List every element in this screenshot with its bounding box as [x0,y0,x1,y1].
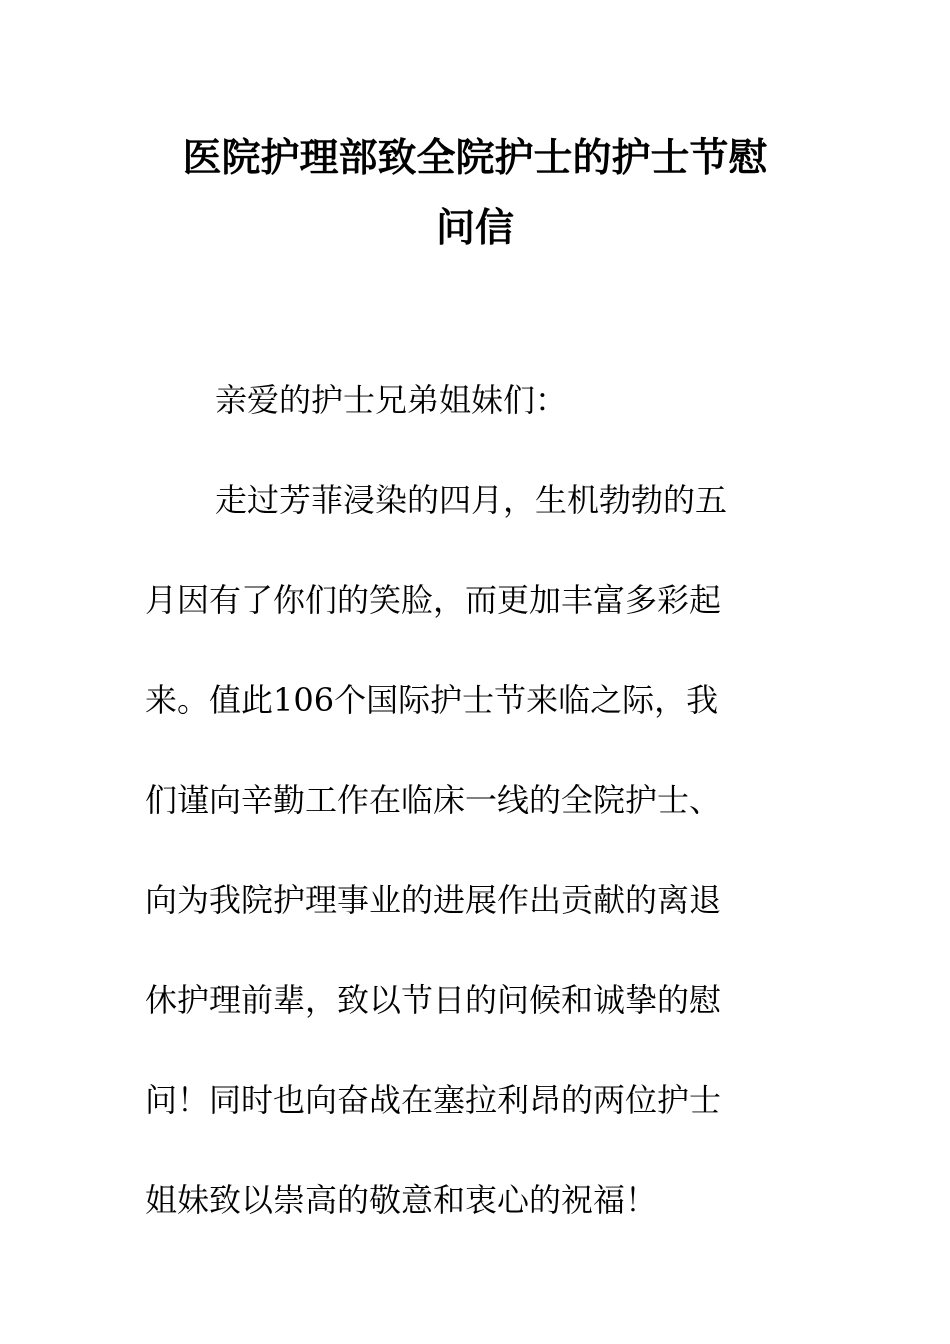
body-line: 休护理前辈，致以节日的问候和诚挚的慰 [145,981,722,1019]
title-line-2: 问信 [435,206,514,251]
body-line: 问！同时也向奋战在塞拉利昂的两位护士 [145,1081,722,1119]
body-line: 走过芳菲浸染的四月，生机勃勃的五 [215,481,728,519]
title-line-1: 医院护理部致全院护士的护士节慰 [182,136,768,181]
salutation: 亲爱的护士兄弟姐妹们： [215,381,568,419]
body-line: 向为我院护理事业的进展作出贡献的离退 [145,881,722,919]
body-line: 姐妹致以崇高的敬意和衷心的祝福！ [145,1181,658,1219]
body-line: 月因有了你们的笑脸，而更加丰富多彩起 [145,581,722,619]
body-line: 们谨向辛勤工作在临床一线的全院护士、 [145,781,722,819]
body-line: 来。值此106个国际护士节来临之际，我 [145,681,719,719]
